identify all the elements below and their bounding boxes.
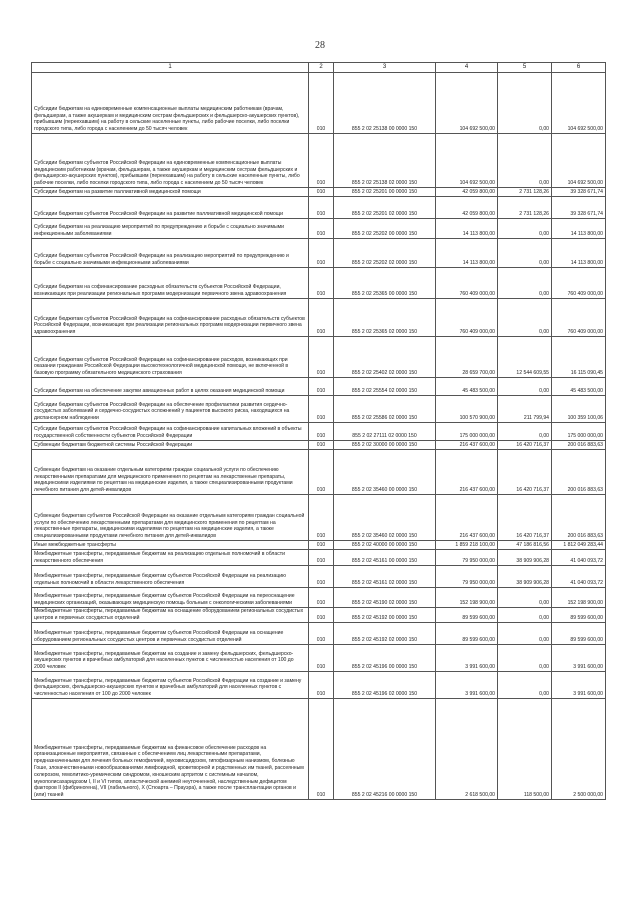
row-code: 010 (309, 645, 334, 672)
row-name: Межбюджетные трансферты, передаваемые бюджетам субъектов Российской Федерации на реализацию отдельных полномочий в области лекарственного обеспечения (32, 566, 309, 588)
table-row (32, 623, 606, 645)
row-remaining-amount: 760 409 000,00 (552, 299, 606, 337)
row-remaining-amount: 16 115 090,45 (552, 337, 606, 378)
table-row (32, 396, 606, 423)
row-plan-amount: 3 991 600,00 (436, 672, 498, 699)
row-executed-amount: 38 909 906,28 (498, 550, 552, 566)
row-name: Субсидии бюджетам субъектов Российской Федерации на обеспечение профилактики развития сердечно-сосудистых заболеваний и сердечно-сосудистых осложнений у пациентов высокого риска, находящихся на диспансерном наблюдении (32, 396, 309, 423)
table-row (32, 134, 606, 188)
row-kbk: 855 2 02 25365 00 0000 150 (334, 268, 436, 299)
row-executed-amount: 0,00 (498, 588, 552, 608)
row-remaining-amount: 41 040 093,72 (552, 566, 606, 588)
row-code: 010 (309, 239, 334, 268)
row-code: 010 (309, 396, 334, 423)
row-remaining-amount: 14 113 800,00 (552, 219, 606, 239)
row-remaining-amount: 39 328 671,74 (552, 188, 606, 197)
row-kbk: 855 2 02 35460 02 0000 150 (334, 495, 436, 541)
row-name: Иные межбюджетные трансферты (32, 541, 309, 550)
table-row (32, 423, 606, 441)
row-code: 010 (309, 423, 334, 441)
row-plan-amount: 175 000 000,00 (436, 423, 498, 441)
row-name: Субвенции бюджетам на оказание отдельным категориям граждан социальной услуги по обеспечению лекарственными препаратами для медицинского применения по рецептам на лекарственные препараты, медицинскими изделиями по рецептам на медицинские изделия, а также специализированными продуктами лечебного питания для детей-инвалидов (32, 450, 309, 495)
row-plan-amount: 760 409 000,00 (436, 299, 498, 337)
row-code: 010 (309, 378, 334, 396)
row-code: 010 (309, 608, 334, 623)
row-name: Межбюджетные трансферты, передаваемые бюджетам субъектов Российской Федерации на создание и замену фельдшерских, фельдшерско-акушерских пунктов и врачебных амбулаторий для населенных пунктов с численностью населения от 100 до 2000 человек (32, 672, 309, 699)
table-row (32, 299, 606, 337)
row-name: Субсидии бюджетам субъектов Российской Федерации на реализацию мероприятий по предупреждению и борьбе с социально значимыми инфекционными заболеваниями (32, 239, 309, 268)
table-row (32, 73, 606, 134)
row-executed-amount: 0,00 (498, 378, 552, 396)
row-plan-amount: 216 437 600,00 (436, 495, 498, 541)
row-kbk: 855 2 02 35460 00 0000 150 (334, 450, 436, 495)
row-code: 010 (309, 337, 334, 378)
row-plan-amount: 42 059 800,00 (436, 188, 498, 197)
table-row (32, 441, 606, 450)
row-kbk: 855 2 02 45190 02 0000 150 (334, 588, 436, 608)
row-kbk: 855 2 02 45161 02 0000 150 (334, 566, 436, 588)
row-kbk: 855 2 02 27111 02 0000 150 (334, 423, 436, 441)
row-kbk: 855 2 02 25138 02 0000 150 (334, 134, 436, 188)
row-code: 010 (309, 188, 334, 197)
row-kbk: 855 2 02 25365 02 0000 150 (334, 299, 436, 337)
row-executed-amount: 47 186 816,56 (498, 541, 552, 550)
row-kbk: 855 2 02 25201 00 0000 150 (334, 188, 436, 197)
column-header: 1 (32, 63, 309, 73)
row-kbk: 855 2 02 40000 00 0000 150 (334, 541, 436, 550)
row-remaining-amount: 100 359 100,06 (552, 396, 606, 423)
column-header: 6 (552, 63, 606, 73)
row-name: Субсидии бюджетам на единовременные компенсационные выплаты медицинским работникам (врачам, фельдшерам, а также акушеркам и медицинским сестрам фельдшерских и фельдшерско-акушерских пунктов), прибывшим (переехавшим) на работу в сельские населенные пункты, либо рабочие поселки, либо поселки городского типа, либо города с населением до 50 тысяч человек (32, 73, 309, 134)
page-number: 28 (315, 40, 325, 51)
row-name: Межбюджетные трансферты, передаваемые бюджетам на оснащение оборудованием региональных сосудистых центров и первичных сосудистых отделений (32, 608, 309, 623)
table-header-row (32, 63, 606, 73)
row-executed-amount: 2 731 128,26 (498, 197, 552, 219)
row-name: Межбюджетные трансферты, передаваемые бюджетам на реализацию отдельных полномочий в области лекарственного обеспечения (32, 550, 309, 566)
row-remaining-amount: 14 113 800,00 (552, 239, 606, 268)
row-remaining-amount: 89 599 600,00 (552, 608, 606, 623)
row-code: 010 (309, 299, 334, 337)
row-name: Субвенции бюджетам субъектов Российской Федерации на оказание отдельным категориям граждан социальной услуги по обеспечению лекарственными препаратами для медицинского применения по рецептам на лекарственные препараты, медицинскими изделиями по рецептам на медицинские изделия, а также специализированными продуктами лечебного питания для детей-инвалидов (32, 495, 309, 541)
row-code: 010 (309, 541, 334, 550)
row-code: 010 (309, 197, 334, 219)
row-plan-amount: 1 859 218 100,00 (436, 541, 498, 550)
row-executed-amount: 0,00 (498, 423, 552, 441)
row-plan-amount: 42 059 800,00 (436, 197, 498, 219)
row-plan-amount: 104 692 500,00 (436, 134, 498, 188)
row-executed-amount: 0,00 (498, 645, 552, 672)
row-name: Межбюджетные трансферты, передаваемые бюджетам на создание и замену фельдшерских, фельдшерско-акушерских пунктов и врачебных амбулаторий для населенных пунктов с численностью населения от 100 до 2000 человек (32, 645, 309, 672)
row-plan-amount: 79 950 000,00 (436, 566, 498, 588)
row-remaining-amount: 1 812 049 283,44 (552, 541, 606, 550)
row-kbk: 855 2 02 45196 00 0000 150 (334, 645, 436, 672)
row-executed-amount: 211 799,94 (498, 396, 552, 423)
row-plan-amount: 45 483 500,00 (436, 378, 498, 396)
row-executed-amount: 2 731 128,26 (498, 188, 552, 197)
row-code: 010 (309, 495, 334, 541)
table-row (32, 672, 606, 699)
row-name: Субвенции бюджетам бюджетной системы Российской Федерации (32, 441, 309, 450)
table-row (32, 188, 606, 197)
row-kbk: 855 2 02 25138 00 0000 150 (334, 73, 436, 134)
row-name: Межбюджетные трансферты, передаваемые бюджетам на финансовое обеспечение расходов на организационные мероприятия, связанные с обеспечением лиц лекарственными препаратами, предназначенными для лечения больных гемофилией, муковисцидозом, гипофизарным нанизмом, болезнью Гоше, злокачественными новообразованиями лимфоидной, кроветворной и родственных им тканей, рассеянным склерозом, гемолитико-уремическим синдромом, юношеским артритом с системным началом, мукополисахаридозом I, II и VI типов, апластической анемией неуточненной, наследственным дефицитом факторов II (фибриногена), VII (лабильного), X (Стюарта – Прауэра), а также после трансплантации органов и (или) тканей (32, 699, 309, 800)
row-code: 010 (309, 268, 334, 299)
row-executed-amount: 12 544 609,55 (498, 337, 552, 378)
row-executed-amount: 38 909 906,28 (498, 566, 552, 588)
row-code: 010 (309, 441, 334, 450)
row-plan-amount: 3 991 600,00 (436, 645, 498, 672)
table-row (32, 268, 606, 299)
budget-table (31, 62, 606, 800)
row-remaining-amount: 3 991 600,00 (552, 672, 606, 699)
row-remaining-amount: 2 500 000,00 (552, 699, 606, 800)
row-name: Межбюджетные трансферты, передаваемые бюджетам субъектов Российской Федерации на оснащение оборудованием региональных сосудистых центров и первичных сосудистых отделений (32, 623, 309, 645)
table-row (32, 566, 606, 588)
row-remaining-amount: 3 991 600,00 (552, 645, 606, 672)
row-executed-amount: 0,00 (498, 623, 552, 645)
table-row (32, 337, 606, 378)
table-row (32, 219, 606, 239)
row-plan-amount: 216 437 600,00 (436, 450, 498, 495)
row-remaining-amount: 200 016 883,63 (552, 450, 606, 495)
row-name: Субсидии бюджетам на софинансирование расходных обязательств субъектов Российской Федерации, возникающих при реализации региональных программ модернизации первичного звена здравоохранения (32, 268, 309, 299)
row-plan-amount: 216 437 600,00 (436, 441, 498, 450)
row-kbk: 855 2 02 45161 00 0000 150 (334, 550, 436, 566)
row-remaining-amount: 152 198 900,00 (552, 588, 606, 608)
row-code: 010 (309, 450, 334, 495)
row-plan-amount: 79 950 000,00 (436, 550, 498, 566)
row-executed-amount: 0,00 (498, 672, 552, 699)
row-remaining-amount: 41 040 093,72 (552, 550, 606, 566)
column-header: 2 (309, 63, 334, 73)
row-name: Субсидии бюджетам субъектов Российской Федерации на единовременные компенсационные выплаты медицинским работникам (врачам, фельдшерам, а также акушеркам и медицинским сестрам фельдшерских и фельдшерско-акушерских пунктов), прибывшим (переехавшим) на работу в сельские населенные пункты, либо рабочие поселки, либо поселки городского типа, либо города с населением до 50 тысяч человек (32, 134, 309, 188)
table-row (32, 378, 606, 396)
table-row (32, 541, 606, 550)
row-remaining-amount: 104 692 500,00 (552, 134, 606, 188)
row-remaining-amount: 175 000 000,00 (552, 423, 606, 441)
row-kbk: 855 2 02 30000 00 0000 150 (334, 441, 436, 450)
column-header: 4 (436, 63, 498, 73)
row-executed-amount: 16 420 716,37 (498, 495, 552, 541)
row-kbk: 855 2 02 45196 02 0000 150 (334, 672, 436, 699)
row-code: 010 (309, 672, 334, 699)
row-code: 010 (309, 134, 334, 188)
column-header: 3 (334, 63, 436, 73)
row-remaining-amount: 200 016 883,63 (552, 441, 606, 450)
row-plan-amount: 100 570 900,00 (436, 396, 498, 423)
row-code: 010 (309, 73, 334, 134)
row-executed-amount: 0,00 (498, 134, 552, 188)
row-plan-amount: 89 599 600,00 (436, 608, 498, 623)
row-executed-amount: 0,00 (498, 219, 552, 239)
row-plan-amount: 89 599 600,00 (436, 623, 498, 645)
row-executed-amount: 0,00 (498, 608, 552, 623)
row-code: 010 (309, 623, 334, 645)
row-name: Субсидии бюджетам на реализацию мероприятий по предупреждению и борьбе с социально значимыми инфекционными заболеваниями (32, 219, 309, 239)
row-remaining-amount: 200 016 883,63 (552, 495, 606, 541)
row-kbk: 855 2 02 25201 02 0000 150 (334, 197, 436, 219)
table-row (32, 588, 606, 608)
table-row (32, 699, 606, 800)
table-row (32, 495, 606, 541)
row-code: 010 (309, 550, 334, 566)
row-plan-amount: 104 692 500,00 (436, 73, 498, 134)
row-code: 010 (309, 588, 334, 608)
row-name: Субсидии бюджетам субъектов Российской Федерации на развитие паллиативной медицинской помощи (32, 197, 309, 219)
row-plan-amount: 2 618 500,00 (436, 699, 498, 800)
row-kbk: 855 2 02 25554 02 0000 150 (334, 378, 436, 396)
row-plan-amount: 760 409 000,00 (436, 268, 498, 299)
table-row (32, 450, 606, 495)
table-row (32, 550, 606, 566)
row-name: Субсидии бюджетам на развитие паллиативной медицинской помощи (32, 188, 309, 197)
row-executed-amount: 0,00 (498, 239, 552, 268)
row-code: 010 (309, 566, 334, 588)
row-name: Субсидии бюджетам субъектов Российской Федерации на софинансирование расходных обязательств субъектов Российской Федерации, возникающих при реализации региональных программ модернизации первичного звена здравоохранения (32, 299, 309, 337)
row-kbk: 855 2 02 25402 02 0000 150 (334, 337, 436, 378)
row-remaining-amount: 760 409 000,00 (552, 268, 606, 299)
row-name: Субсидии бюджетам субъектов Российской Федерации на софинансирование расходов, возникающих при оказании гражданам Российской Федерации высокотехнологичной медицинской помощи, не включенной в базовую программу обязательного медицинского страхования (32, 337, 309, 378)
row-remaining-amount: 45 483 500,00 (552, 378, 606, 396)
row-kbk: 855 2 02 45192 02 0000 150 (334, 623, 436, 645)
row-executed-amount: 16 420 716,37 (498, 441, 552, 450)
row-name: Субсидии бюджетам на обеспечение закупки авиационных работ в целях оказания медицинской помощи (32, 378, 309, 396)
row-executed-amount: 118 500,00 (498, 699, 552, 800)
row-plan-amount: 14 113 800,00 (436, 239, 498, 268)
row-code: 010 (309, 699, 334, 800)
row-kbk: 855 2 02 25586 02 0000 150 (334, 396, 436, 423)
row-executed-amount: 0,00 (498, 73, 552, 134)
table-row (32, 239, 606, 268)
row-remaining-amount: 89 599 600,00 (552, 623, 606, 645)
row-executed-amount: 0,00 (498, 299, 552, 337)
table-row (32, 197, 606, 219)
row-name: Субсидии бюджетам субъектов Российской Федерации на софинансирование капитальных вложений в объекты государственной собственности субъектов Российской Федерации (32, 423, 309, 441)
column-header: 5 (498, 63, 552, 73)
row-kbk: 855 2 02 45216 00 0000 150 (334, 699, 436, 800)
row-kbk: 855 2 02 45192 00 0000 150 (334, 608, 436, 623)
row-code: 010 (309, 219, 334, 239)
row-plan-amount: 152 198 900,00 (436, 588, 498, 608)
row-name: Межбюджетные трансферты, передаваемые бюджетам субъектов Российской Федерации на переоснащение медицинских организаций, оказывающих медицинскую помощь больным с онкологическими заболеваниями (32, 588, 309, 608)
row-executed-amount: 0,00 (498, 268, 552, 299)
row-plan-amount: 28 659 700,00 (436, 337, 498, 378)
table-row (32, 608, 606, 623)
row-remaining-amount: 104 692 500,00 (552, 73, 606, 134)
row-remaining-amount: 39 328 671,74 (552, 197, 606, 219)
table-row (32, 645, 606, 672)
row-executed-amount: 16 420 716,37 (498, 450, 552, 495)
row-kbk: 855 2 02 25202 02 0000 150 (334, 239, 436, 268)
row-kbk: 855 2 02 25202 00 0000 150 (334, 219, 436, 239)
row-plan-amount: 14 113 800,00 (436, 219, 498, 239)
